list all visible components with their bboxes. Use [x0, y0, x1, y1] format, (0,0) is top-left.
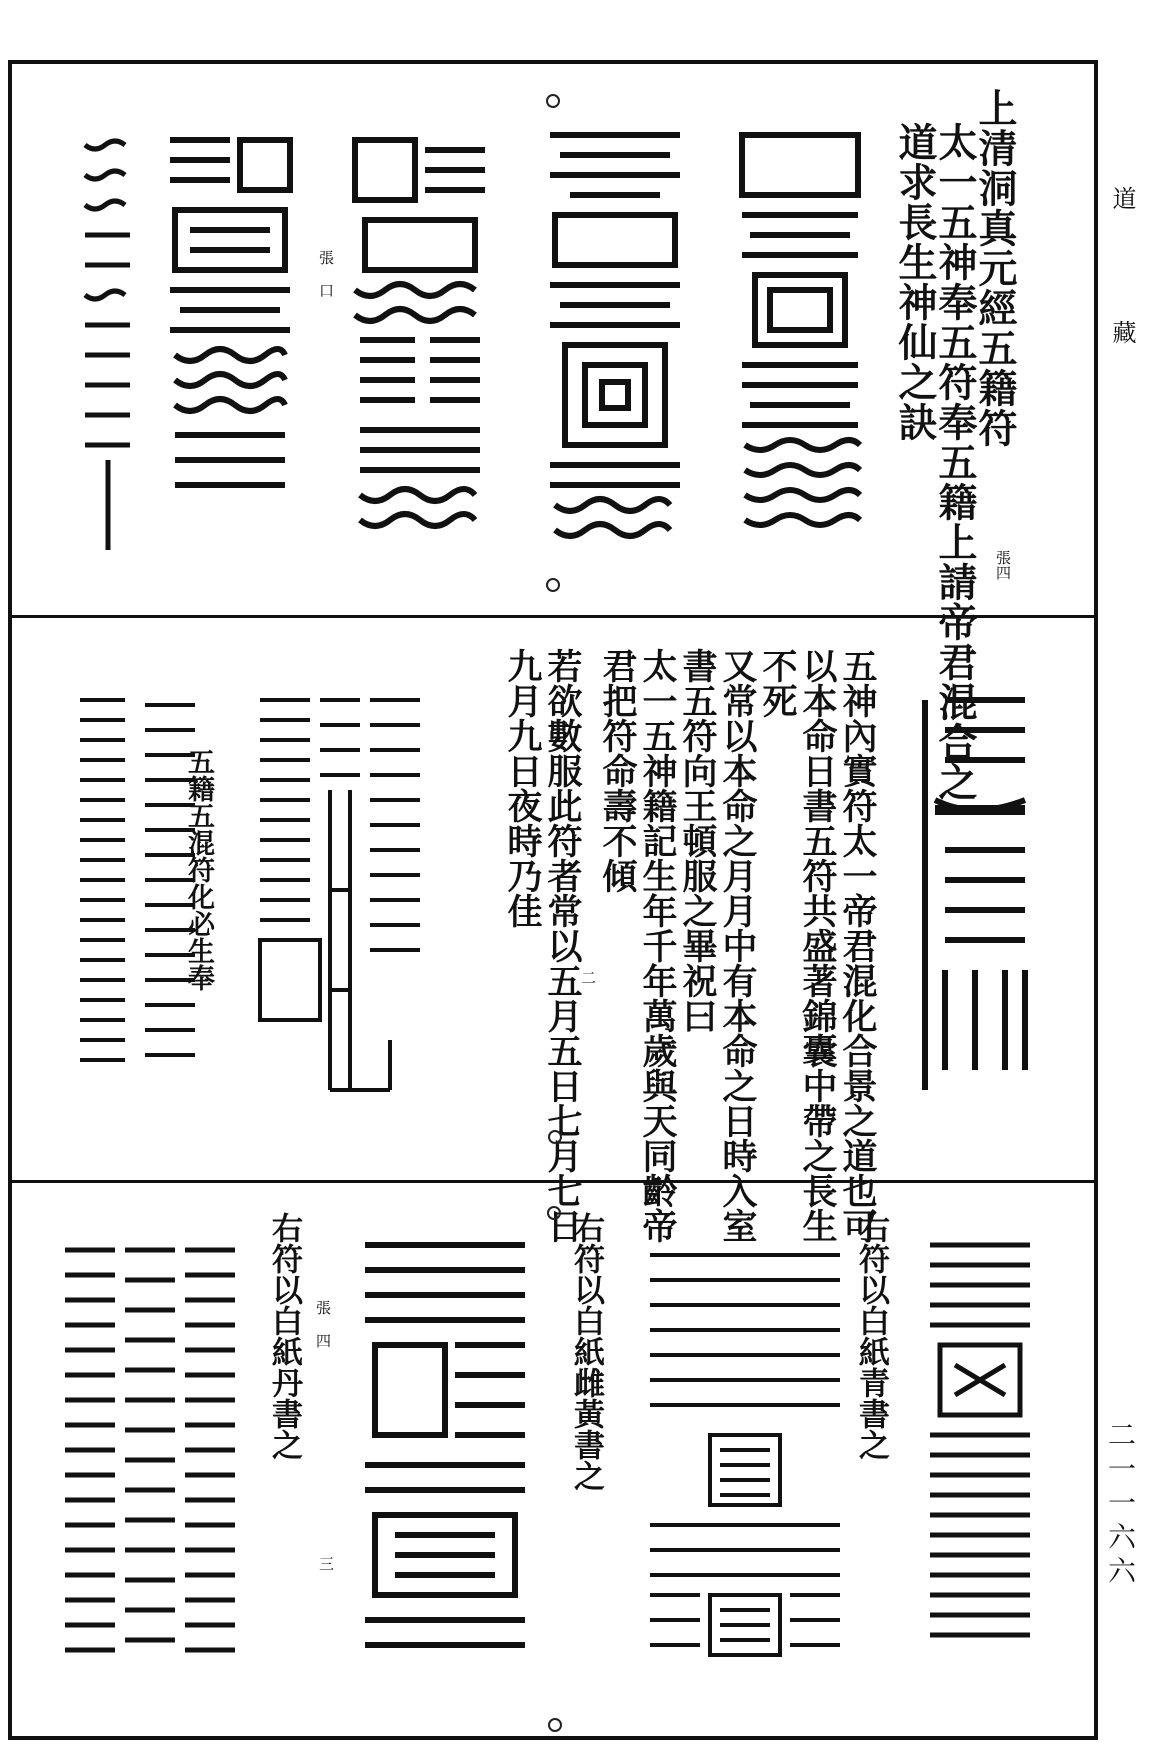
small-mark: 張 口 — [317, 250, 335, 298]
caption-vertical: 右符以白紙丹書之 — [266, 1212, 302, 1460]
talisman-seal — [160, 130, 300, 510]
talisman-seal — [75, 690, 130, 1085]
text-column: 太一五神籍記生年千年萬歲與天同齡帝 — [637, 648, 678, 1243]
talisman-seal — [55, 1240, 245, 1680]
text-column: 五神內實符太一帝君混化合景之道也可 — [837, 648, 878, 1243]
text-column: 又常以本命之月月中有本命之日時入室 — [717, 648, 758, 1243]
margin-label-middle: 藏 — [1108, 320, 1136, 344]
small-mark: 張 四 — [314, 1300, 332, 1348]
talisman-seal — [540, 125, 690, 545]
title-line-2: 太一五神奉五符奉五籍上請帝君混合之 — [932, 122, 978, 802]
circle-mark — [546, 94, 560, 108]
volume-marker: 張四 — [994, 550, 1012, 580]
margin-label-top: 道 — [1108, 186, 1136, 210]
title-line-1: 上清洞真元經五籍符 — [972, 88, 1018, 448]
page-number: 二一一六六 — [1104, 1420, 1137, 1590]
text-column: 若欲數服此符者常以五月五日七月七日 — [542, 648, 583, 1243]
small-mark: 三 — [317, 1556, 335, 1571]
talisman-seal — [355, 1235, 535, 1665]
talisman-seal — [920, 1235, 1040, 1665]
text-column: 九月九日夜時乃佳 — [502, 648, 543, 928]
text-column: 君把符命壽不傾 — [597, 648, 638, 893]
title-line-3: 道求長生神仙之訣 — [892, 122, 938, 442]
talisman-seal — [345, 130, 495, 530]
talisman-seal — [640, 1245, 850, 1665]
caption-vertical: 右符以白紙青書之 — [853, 1212, 889, 1460]
text-column: 書五符向王頓服之畢祝曰 — [677, 648, 718, 1033]
talisman-seal — [730, 125, 870, 545]
circle-mark — [548, 1718, 562, 1732]
tiny-mark: 二 — [579, 970, 597, 985]
text-column: 不死 — [757, 648, 798, 718]
talisman-seal — [915, 690, 1035, 1105]
caption-vertical: 五籍五混符化必生奉 — [183, 748, 214, 991]
talisman-seal — [140, 690, 200, 1085]
text-column: 以本命日書五符共盛著錦囊中帶之長生 — [797, 648, 838, 1243]
circle-mark — [547, 1206, 561, 1220]
talisman-seal — [80, 130, 135, 550]
circle-mark — [546, 578, 560, 592]
caption-vertical: 右符以白紙雌黃書之 — [568, 1212, 604, 1491]
talisman-seal — [250, 690, 430, 1110]
circle-mark — [548, 1130, 562, 1144]
